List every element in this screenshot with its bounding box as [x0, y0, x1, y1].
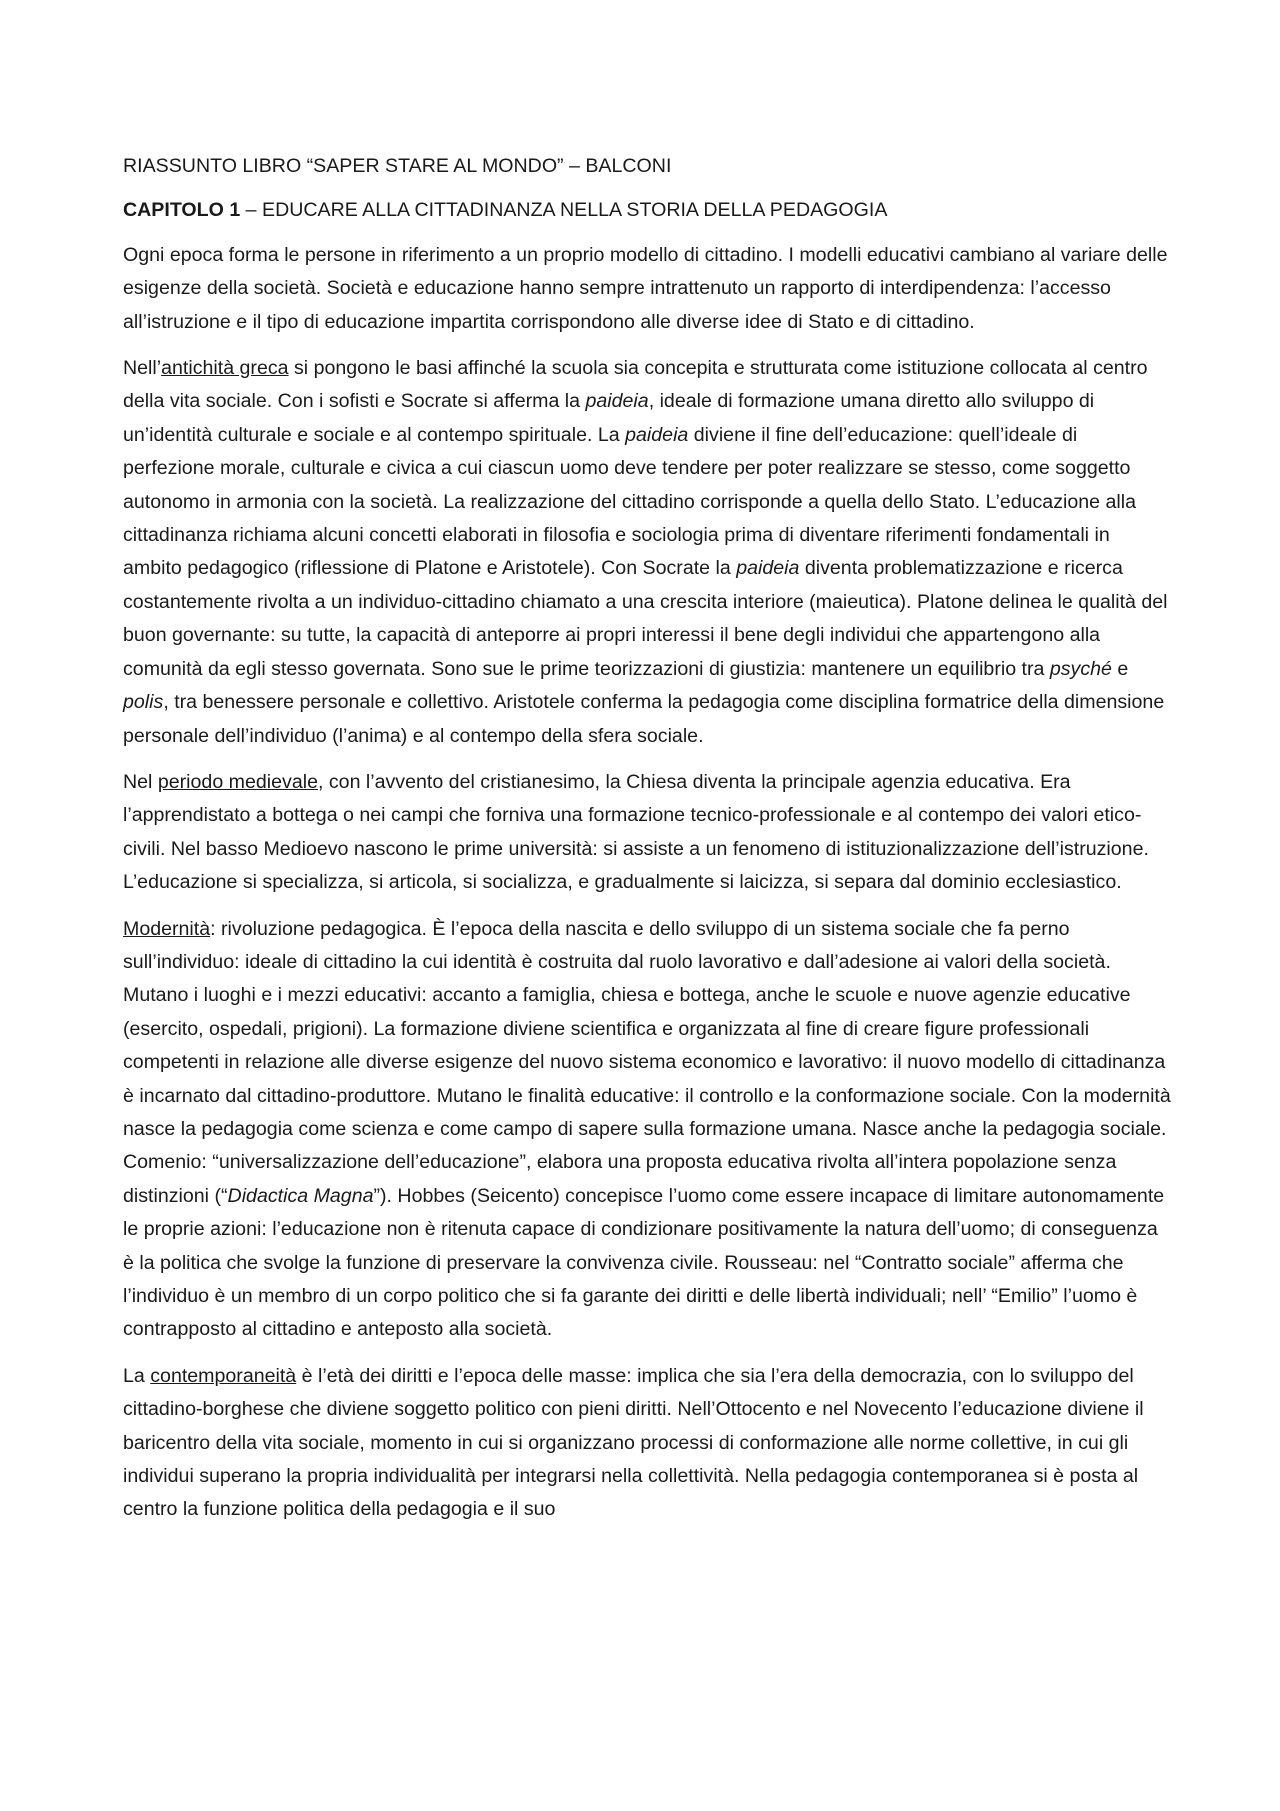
text-run: è l’età dei diritti e l’epoca delle masse: implica che sia l’era della democrazia, con lo sviluppo del cittadino-borghese che diviene soggetto politico con pieni diritti. Nell’Ottocento e nel Novecento l’educazione diviene il baricentro della vita sociale, momento in cui si organizzano processi di conformazione alle norme collettive, in cui gli individui superano la propria individualità per integrarsi nella collettività. Nella pedagogia contemporanea si è posta al centro la funzione politica della pedagogia e il suo [123, 1364, 1144, 1521]
document-page [123, 150, 1173, 1540]
italic-term: paideia [625, 423, 689, 446]
italic-term: paideia [585, 390, 649, 413]
underlined-term-periodo-medievale: periodo medievale [157, 770, 318, 793]
italic-term: psyché [1049, 657, 1112, 680]
chapter-title: – EDUCARE ALLA CITTADINANZA NELLA STORIA DELLA PEDAGOGIA [240, 199, 888, 222]
text-run: , ideale di formazione umana diretto allo sviluppo di un’identità culturale e sociale e al contempo spirituale. La [123, 390, 1095, 446]
text-run: diviene il fine dell’educazione: quell’ideale di perfezione morale, culturale e civica a cui ciascun uomo deve tendere per poter realizzare se stesso, come soggetto autonomo in armonia con la società. La realizzazione del cittadino corrisponde a quella dello Stato. L’educazione alla cittadinanza richiama alcuni concetti elaborati in filosofia e sociologia prima di diventare riferimenti fondamentali in ambito pedagogico (riflessione di Platone e Aristotele). Con Socrate la [123, 423, 1136, 580]
text-run: La [123, 1364, 151, 1387]
paragraph-ancient-greece [123, 352, 1173, 753]
text-run: e [1111, 657, 1129, 680]
underlined-term-modernita: Modernità [123, 917, 211, 940]
text-run: : rivoluzione pedagogica. È l’epoca della nascita e dello sviluppo di un sistema sociale che fa perno sull’individuo: ideale di cittadino la cui identità è costruita dal ruolo lavorativo e dall’adesione ai valori della società. Mutano i luoghi e i mezzi educativi: accanto a famiglia, chiesa e bottega, anche le scuole e nuove agenzie educative (esercito, ospedali, prigioni). La formazione diviene scientifica e organizzata al fine di creare figure professionali competenti in relazione alle diverse esigenze del nuovo sistema economico e lavorativo: il nuovo modello di cittadinanza è incarnato dal cittadino-produttore. Mutano le finalità educative: il controllo e la conformazione sociale. Con la modernità nasce la pedagogia come scienza e come campo di sapere sulla formazione umana. Nasce anche la pedagogia sociale. Comenio: “universalizzazione dell’educazione”, elabora una proposta educativa rivolta all’intera popolazione senza distinzioni (“ [123, 917, 1171, 1207]
chapter-heading [123, 194, 1173, 227]
italic-term: paideia [736, 557, 800, 580]
paragraph-modernity [123, 913, 1173, 1347]
text-run: , tra benessere personale e collettivo. Aristotele conferma la pedagogia come disciplina formatrice della dimensione personale dell’individuo (l’anima) e al contempo della sfera sociale. [123, 691, 1165, 747]
paragraph-intro: Ogni epoca forma le persone in riferimento a un proprio modello di cittadino. I modelli educativi cambiano al variare delle esigenze della società. Società e educazione hanno sempre intrattenuto un rapporto di interdipendenza: l’accesso all’istruzione e il tipo di educazione impartita corrispondono alle diverse idee di Stato e di cittadino. [123, 243, 1168, 333]
chapter-number: CAPITOLO 1 [123, 199, 241, 222]
text-run: Nel [123, 770, 158, 793]
paragraph-medieval [123, 766, 1173, 900]
text-run: diventa problematizzazione e ricerca costantemente rivolta a un individuo-cittadino chiamato a una crescita interiore (maieutica). Platone delinea le qualità del buon governante: su tutte, la capacità di anteporre ai propri interessi il bene degli individui che appartengono alla comunità da egli stesso governata. Sono sue le prime teorizzazioni di giustizia: mantenere un equilibrio tra [123, 557, 1168, 680]
text-run: Nell’ [123, 357, 162, 380]
paragraph-contemporary [123, 1360, 1173, 1527]
text-run: ”). Hobbes (Seicento) concepisce l’uomo come essere incapace di limitare autonomamente le proprie azioni: l’educazione non è ritenuta capace di condizionare positivamente la natura dell’uomo; di conseguenza è la politica che svolge la funzione di preservare la convivenza civile. Rousseau: nel “Contratto sociale” afferma che l’individuo è un membro di un corpo politico che si fa garante dei diritti e delle libertà individuali; nell’ “Emilio” l’uomo è contrapposto al cittadino e anteposto alla società. [123, 1184, 1165, 1341]
text-run: , con l’avvento del cristianesimo, la Chiesa diventa la principale agenzia educativa. Era l’apprendistato a bottega o nei campi che forniva una formazione tecnico-professionale e al contempo dei valori etico-civili. Nel basso Medioevo nascono le prime università: si assiste a un fenomeno di istituzionalizzazione dell’istruzione. L’educazione si specializza, si articola, si socializza, e gradualmente si laicizza, si separa dal dominio ecclesiastico. [123, 770, 1149, 894]
underlined-term-antichita-greca: antichità greca [161, 357, 289, 380]
italic-term: polis [123, 691, 164, 714]
italic-term: Didactica Magna [227, 1184, 374, 1207]
underlined-term-contemporaneita: contemporaneità [150, 1364, 297, 1387]
document-title: RIASSUNTO LIBRO “SAPER STARE AL MONDO” – BALCONI [123, 155, 672, 177]
text-run: si pongono le basi affinché la scuola sia concepita e strutturata come istituzione collocata al centro della vita sociale. Con i sofisti e Socrate si afferma la [123, 357, 1148, 413]
